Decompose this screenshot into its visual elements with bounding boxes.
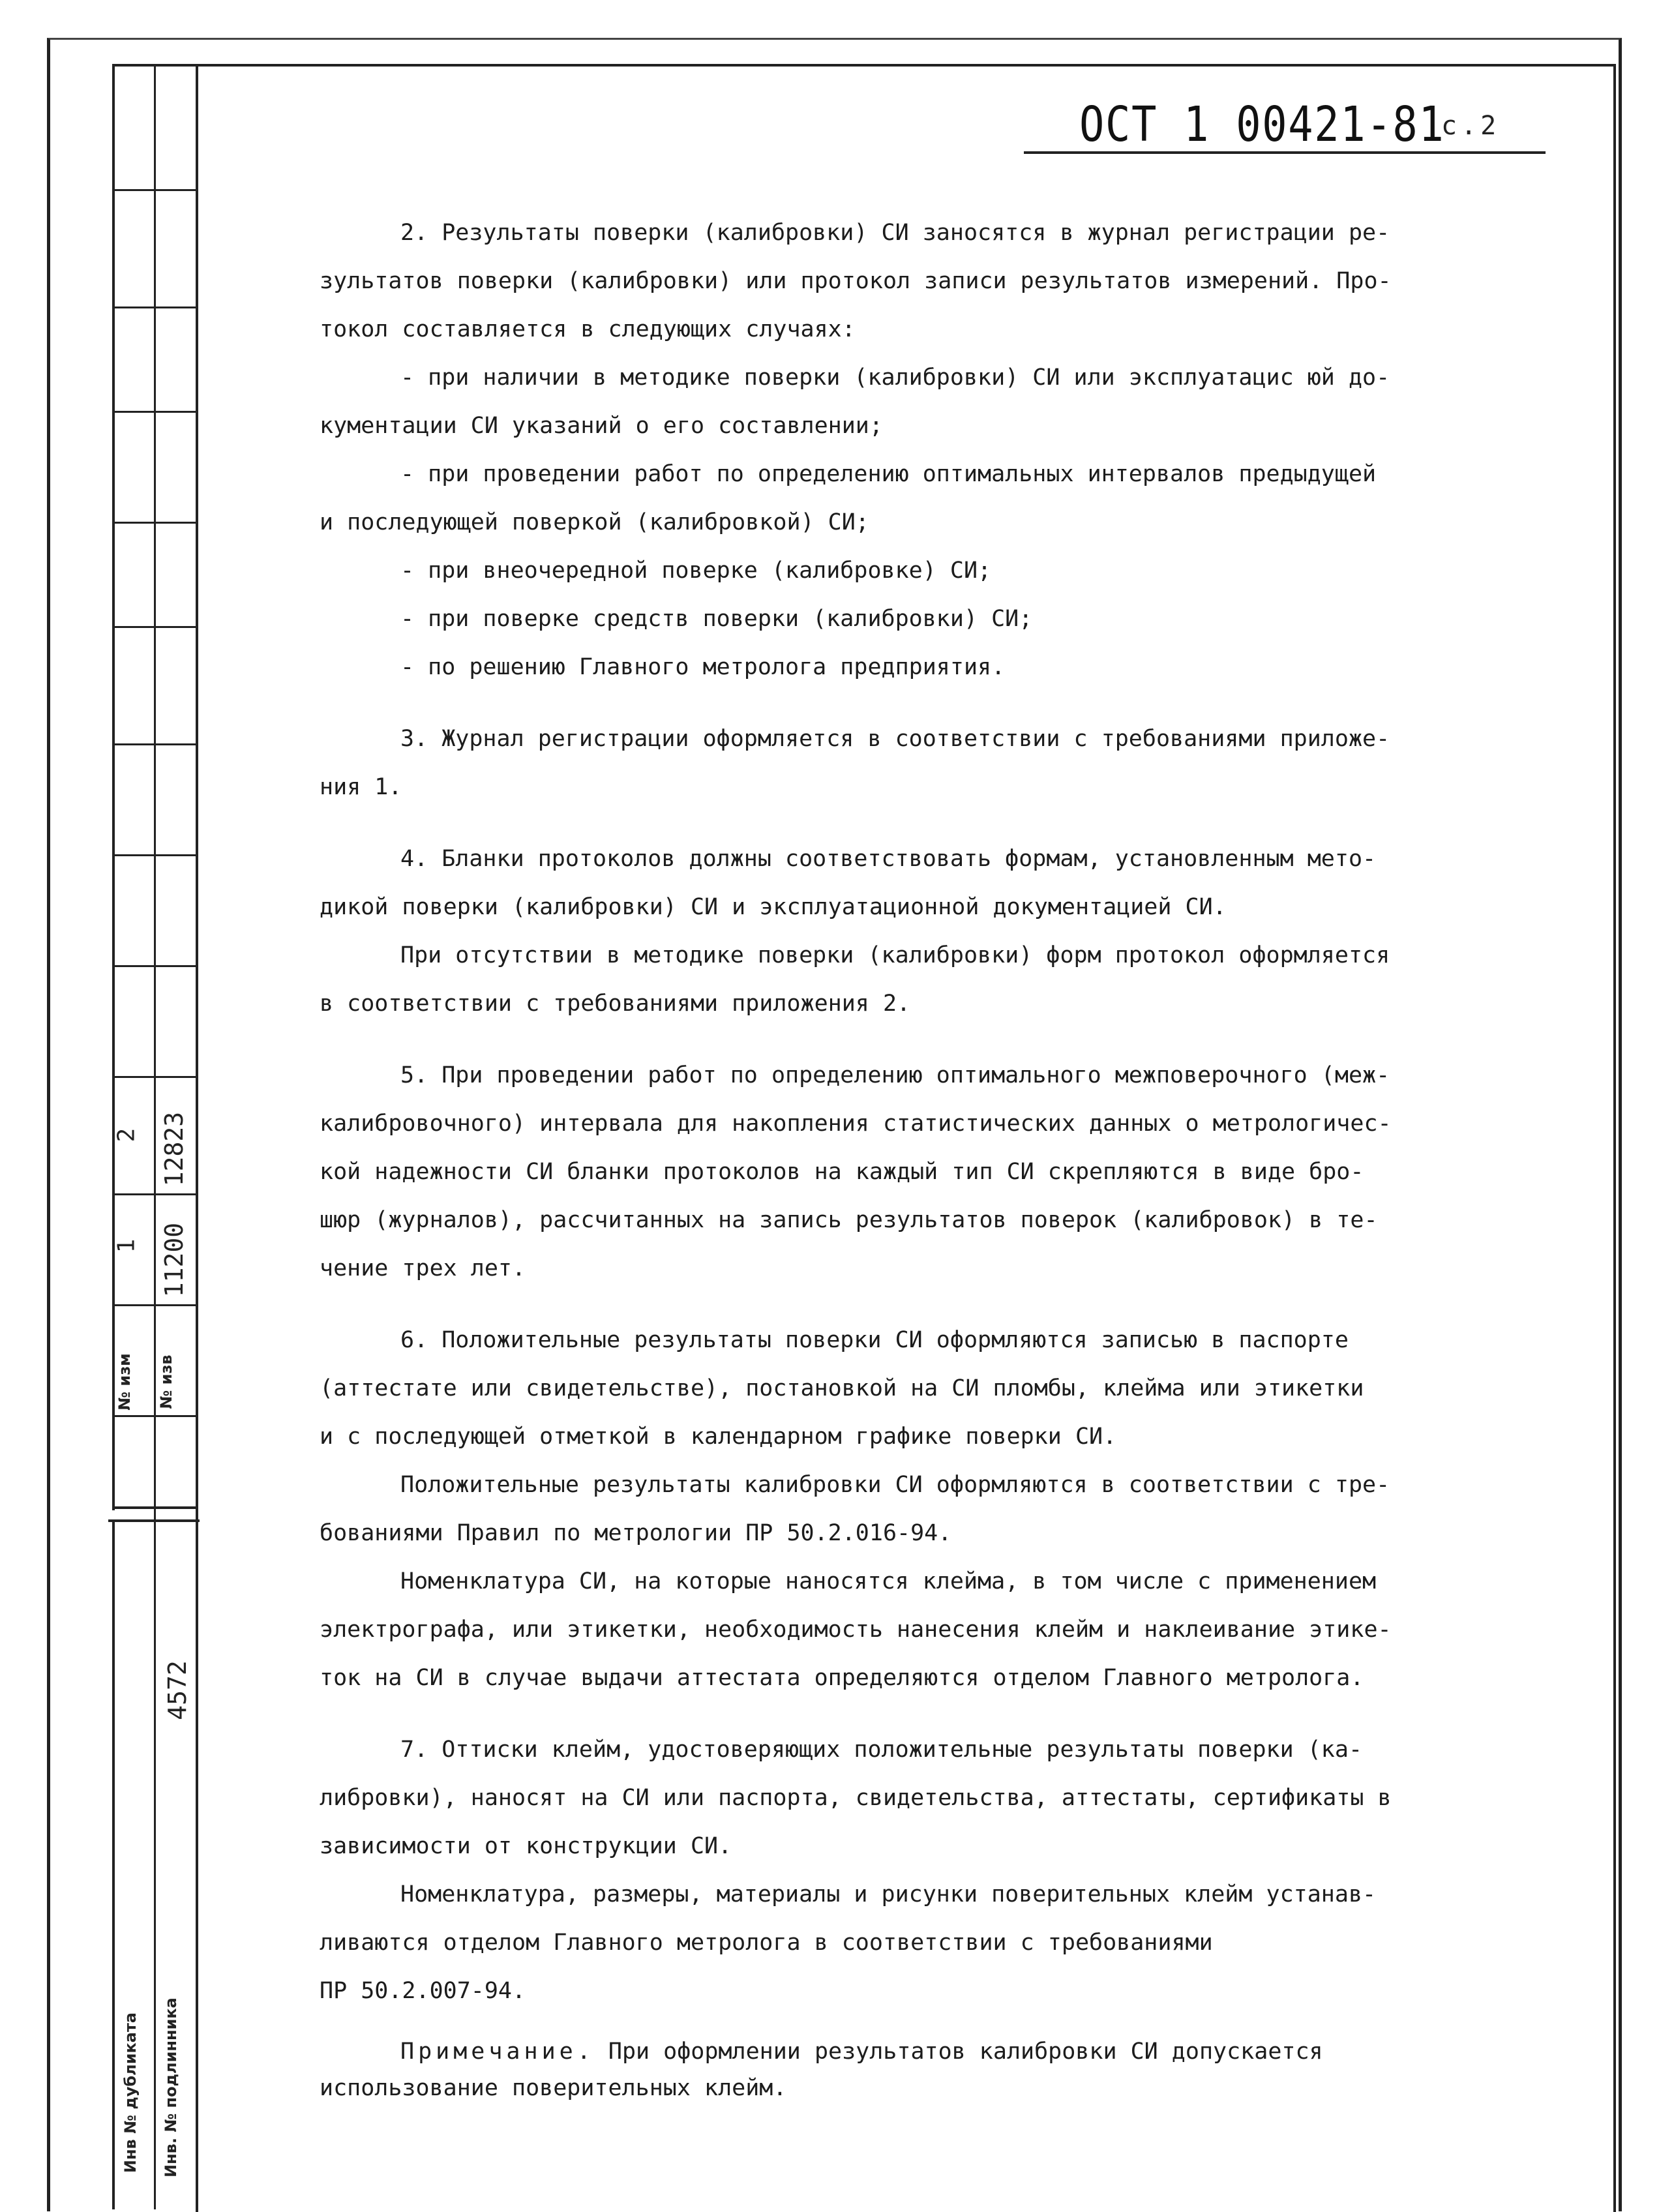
- text-line: Положительные результаты калибровки СИ оформляются в соответствии с тре-: [400, 1472, 1390, 1498]
- text-line: и с последующей отметкой в календарном графике поверки СИ.: [320, 1424, 1117, 1450]
- list-item: - по решению Главного метролога предприятия.: [400, 654, 1006, 680]
- text-line: шюр (журналов), рассчитанных на запись результатов поверок (калибровок) в те-: [320, 1207, 1378, 1233]
- text-line: в соответствии с требованиями приложения 2.: [320, 991, 911, 1017]
- margin-hline: [112, 64, 196, 67]
- list-item: - при проведении работ по определению оптимальных интервалов предыдущей: [400, 461, 1377, 487]
- text-line: 7. Оттиски клейм, удостоверяющих положительные результаты поверки (ка-: [400, 1737, 1363, 1763]
- text-line: ния 1.: [320, 774, 402, 800]
- text-line: При отсутствии в методике поверки (калибровки) форм протокол оформляется: [400, 942, 1390, 968]
- text-line: ливаются отделом Главного метролога в соответствии с требованиями: [320, 1930, 1213, 1956]
- duplicate-inventory-label: Инв № дубликата: [121, 2012, 140, 2174]
- original-inventory-label: Инв. № подлинника: [162, 1997, 180, 2177]
- margin-hline: [112, 626, 196, 628]
- note-line: [320, 2033, 1532, 2070]
- text-line: зависимости от конструкции СИ.: [320, 1833, 732, 1859]
- original-inventory-number: 4572: [163, 1660, 192, 1720]
- list-item: - при поверке средств поверки (калибровки) СИ;: [400, 606, 1033, 632]
- text-line: 6. Положительные результаты поверки СИ оформляются записью в паспорте: [400, 1327, 1349, 1353]
- margin-hline: [108, 1519, 200, 1522]
- margin-hline: [112, 965, 196, 967]
- text-line: (аттестате или свидетельстве), постановкой на СИ пломбы, клейма или этикетки: [320, 1375, 1364, 1401]
- text-line: Номенклатура СИ, на которые наносятся клейма, в том числе с применением: [400, 1568, 1377, 1594]
- text-line: 4. Бланки протоколов должны соответствовать формам, установленным мето-: [400, 846, 1377, 872]
- margin-hline: [112, 1415, 196, 1417]
- text-line: и последующей поверкой (калибровкой) СИ;: [320, 509, 869, 535]
- list-item: - при наличии в методике поверки (калибровки) СИ или эксплуатацис юй до-: [400, 365, 1390, 391]
- margin-hline: [112, 854, 196, 856]
- note-label: Примечание.: [400, 2039, 595, 2065]
- text-line: токол составляется в следующих случаях:: [320, 316, 856, 342]
- change-number-2: 2: [113, 1128, 140, 1143]
- margin-hline: [112, 743, 196, 745]
- text-line: бованиями Правил по метрологии ПР 50.2.016-94.: [320, 1520, 952, 1546]
- notice-number-label: № изв: [157, 1354, 175, 1409]
- text-line: 5. При проведении работ по определению оптимального межповерочного (меж-: [400, 1062, 1390, 1088]
- text-line: чение трех лет.: [320, 1255, 526, 1281]
- text-line: 2. Результаты поверки (калибровки) СИ заносятся в журнал регистрации ре-: [400, 220, 1390, 246]
- note-line: использование поверительных клейм.: [320, 2075, 787, 2101]
- header-rule: [1024, 151, 1546, 154]
- text-line: ПР 50.2.007-94.: [320, 1978, 526, 2004]
- note-text: При оформлении результатов калибровки СИ допускается: [594, 2039, 1323, 2065]
- text-line: кументации СИ указаний о его составлении;: [320, 413, 883, 439]
- document-body: [320, 209, 1532, 2106]
- standard-code: ОСТ 1 00421-81: [1079, 97, 1445, 153]
- text-line: Номенклатура, размеры, материалы и рисунки поверительных клейм устанав-: [400, 1881, 1377, 1907]
- margin-hline: [112, 522, 196, 524]
- text-line: ток на СИ в случае выдачи аттестата определяются отделом Главного метролога.: [320, 1665, 1364, 1691]
- text-line: зультатов поверки (калибровки) или протокол записи результатов измерений. Про-: [320, 268, 1392, 294]
- page-number: с.2: [1441, 111, 1501, 141]
- margin-col-line-2: [154, 64, 156, 2209]
- change-number-label: № изм: [115, 1353, 134, 1411]
- text-line: 3. Журнал регистрации оформляется в соответствии с требованиями приложе-: [400, 726, 1390, 752]
- text-line: электрографа, или этикетки, необходимость нанесения клейм и наклеивание этике-: [320, 1617, 1392, 1643]
- text-line: кой надежности СИ бланки протоколов на каждый тип СИ скрепляются в виде бро-: [320, 1159, 1364, 1185]
- notice-number-1: 11200: [160, 1222, 188, 1298]
- margin-hline: [112, 306, 196, 308]
- change-number-1: 1: [113, 1238, 140, 1253]
- list-item: - при внеочередной поверке (калибровке) СИ;: [400, 558, 992, 584]
- margin-hline: [112, 1506, 196, 1509]
- margin-hline: [112, 411, 196, 413]
- text-line: калибровочного) интервала для накопления статистических данных о метрологичес-: [320, 1111, 1392, 1137]
- margin-hline: [112, 1076, 196, 1078]
- notice-number-2: 12823: [160, 1111, 188, 1187]
- margin-hline: [112, 189, 196, 191]
- text-line: либровки), наносят на СИ или паспорта, свидетельства, аттестаты, сертификаты в: [320, 1785, 1392, 1811]
- text-line: дикой поверки (калибровки) СИ и эксплуатационной документацией СИ.: [320, 894, 1227, 920]
